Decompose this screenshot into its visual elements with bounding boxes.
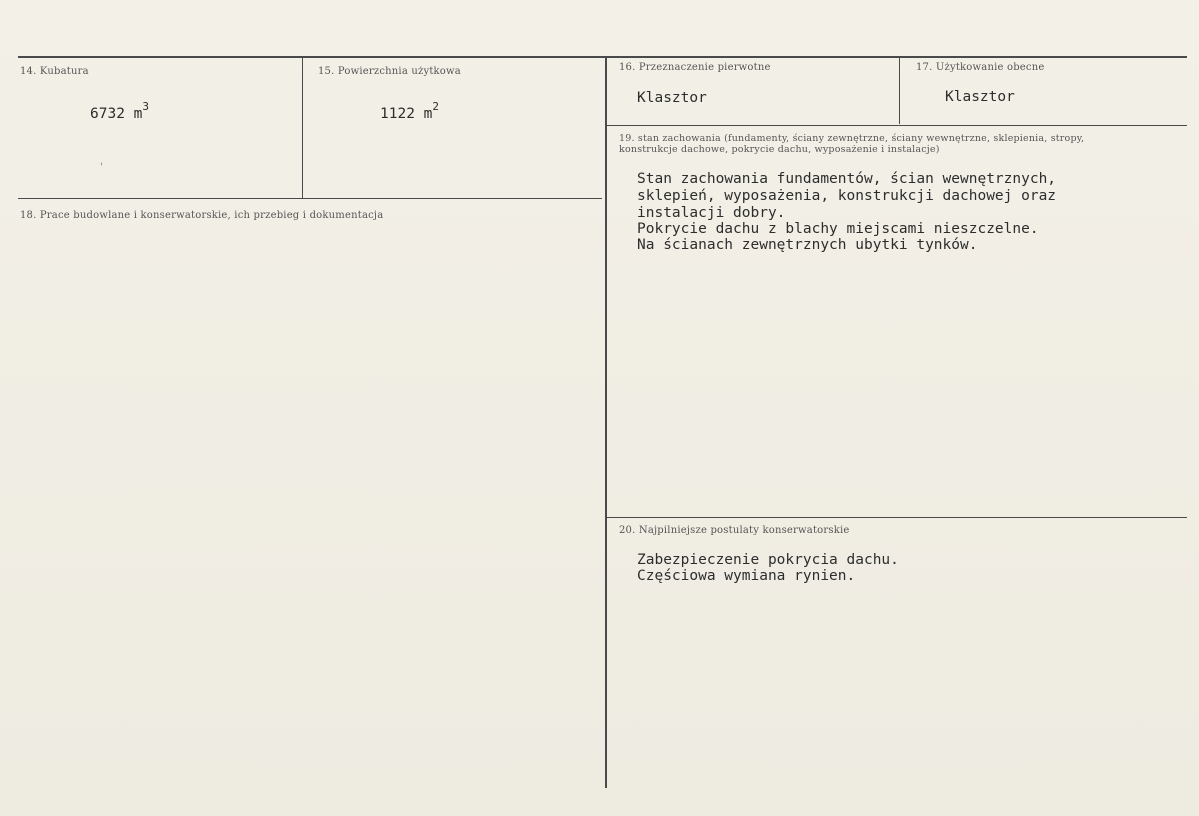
field-14-label: 14. Kubatura xyxy=(20,66,89,77)
field-14-value xyxy=(90,101,149,122)
record-card: 14. Kubatura 6732 $m^3$ ' 15. Powierzchnia użytkowa 1122 $m^2$ 16. Przeznaczenie pierwotne Klasztor 17. Użytkowanie obecne Klasztor 18. Prace budowlane i konserwatorskie, ich przebieg i dokumentacja 19. stan zachowania (fundamenty, ściany zewnętrzne, ściany wewnętrzne, sklepienia, stropy, konstrukcje dachowe, pokrycie dachu, wyposażenie i instalacje) Stan zachowania fundamentów, ścian wewnętrznych, sklepień, wyposażenia, konstrukcji dachowej oraz instalacji dobry. Pokrycie dachu z blachy miejscami nieszczelne. Na ścianach zewnętrznych ubytki tynków. 20. Najpilniejsze postulaty konserwatorskie Zabezpieczenie pokrycia dachu. Częściowa wymiana rynien. xyxy=(0,0,1199,816)
field-14-exponent: 3 xyxy=(142,100,150,113)
rule-above-18 xyxy=(18,198,602,199)
field-15-number: 1122 m xyxy=(380,105,433,122)
field-20-line: Częściowa wymiana rynien. xyxy=(637,568,856,584)
field-15-exponent: 2 xyxy=(432,100,440,113)
field-17-label: 17. Użytkowanie obecne xyxy=(916,62,1045,73)
field-19-line: Stan zachowania fundamentów, ścian wewnętrznych, xyxy=(637,171,1057,187)
rule-above-19 xyxy=(607,125,1187,126)
field-19-line: sklepień, wyposażenia, konstrukcji dachowej oraz xyxy=(637,188,1057,204)
field-20-line: Zabezpieczenie pokrycia dachu. xyxy=(637,552,899,568)
field-19-label: 19. stan zachowania (fundamenty, ściany zewnętrzne, ściany wewnętrzne, sklepienia, stropy, konstrukcje dachowe, pokrycie dachu, wyposażenie i instalacje) xyxy=(619,133,1085,155)
field-20-label: 20. Najpilniejsze postulaty konserwatorskie xyxy=(619,525,850,536)
field-19-line: Pokrycie dachu z blachy miejscami nieszczelne. xyxy=(637,221,1039,237)
divider-16-17 xyxy=(899,58,900,124)
field-16-value: Klasztor xyxy=(637,90,707,106)
field-15-value xyxy=(380,101,439,122)
center-divider xyxy=(605,56,607,788)
field-15-label: 15. Powierzchnia użytkowa xyxy=(318,66,461,77)
field-16-label: 16. Przeznaczenie pierwotne xyxy=(619,62,771,73)
field-18-label: 18. Prace budowlane i konserwatorskie, ich przebieg i dokumentacja xyxy=(20,210,384,221)
rule-above-20 xyxy=(607,517,1187,518)
top-rule xyxy=(18,56,1187,58)
divider-14-15 xyxy=(302,58,303,199)
field-19-line: Na ścianach zewnętrznych ubytki tynków. xyxy=(637,237,978,253)
field-19-line: instalacji dobry. xyxy=(637,205,786,221)
field-17-value: Klasztor xyxy=(945,89,1015,105)
field-14-number: 6732 m xyxy=(90,105,143,122)
